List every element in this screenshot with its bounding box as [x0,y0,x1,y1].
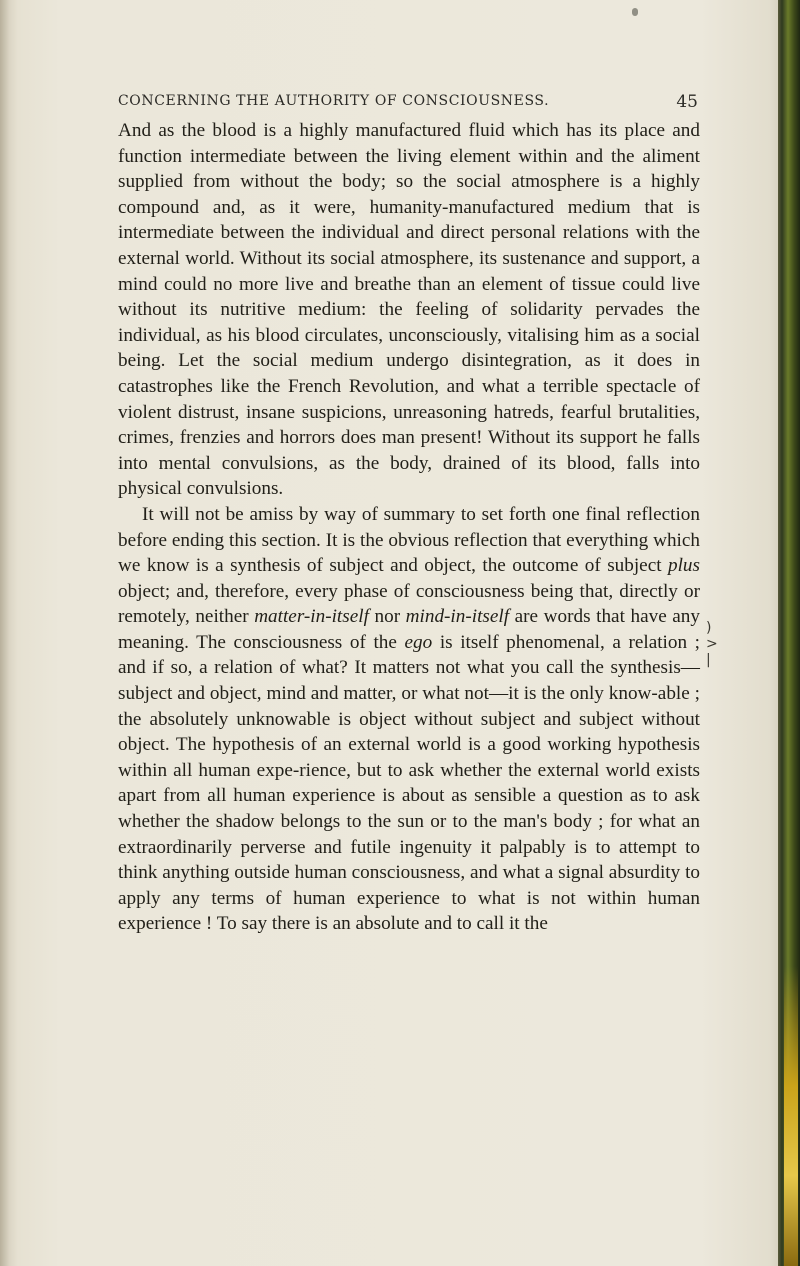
text-segment: And as the blood is a highly manufactured fluid which has its place and function intermediate between the living element within and the aliment supplied from without the body; so the social atmosphere is a highly compound and, as it were, humanity-manufactured medium that is intermediate between the individual and direct personal relations with the external world. Without its social atmosphere, its sustenance and support, a mind could no more live and breathe than an element of tissue could live without its nutritive medium: the feeling of solidarity pervades the individual, as his blood circulates, unconsciously, vitalising him as a social being. Let the social medium undergo disintegration, as it does in catastrophes like the French Revolution, and what a terrible spectacle of violent distrust, insane suspicions, unreasoning hatreds, fearful brutalities, crimes, frenzies and horrors does man present! Without its support he falls into mental convulsions, as the body, drained of its blood, falls into physical convulsions. [118,120,700,500]
text-segment: object; and, therefore, every phase of consciousness being that, directly or remotely, neither [118,580,700,628]
italic-text-segment: plus [668,555,700,577]
body-text [118,118,700,937]
margin-bracket-mark: ) > | [706,620,718,668]
text-segment: is itself phenomenal, a relation ; and if so, a relation of what? It matters not what you call the synthesis—subject and object, mind and matter, or what not—it is the only know-able ; the absolutely unknowable is object without subject and subject without object. The hypothesis of an external world is a good working hypothesis within all human expe-rience, but to ask whether the external world exists apart from all human experience is about as sensible a question as to ask whether the shadow belongs to the sun or to the man's body ; for what an extraordinarily perverse and futile ingenuity it palpably is to attempt to think anything outside human consciousness, and what a signal absurdity to apply any terms of human experience to what is not within human experience ! To say there is an absolute and to call it the [118,631,700,935]
page-number: 45 [676,92,698,112]
page-gutter-shadow [0,0,10,1266]
paragraph [118,118,700,502]
text-segment: nor [368,606,406,628]
ink-speck [632,8,638,16]
text-segment: are words that have any meaning. The consciousness of the [118,606,700,653]
running-head [118,93,698,111]
book-binding-edge [778,0,800,1266]
text-segment: It will not be amiss by way of summary to set forth one final reflection before ending this section. It is the obvious reflection that everything which we know is a synthesis of subject and object, the outcome of subject [118,503,700,577]
gilt-edge [784,966,798,1266]
italic-text-segment: mind-in-itself [405,606,510,628]
paragraph [118,502,700,937]
italic-text-segment: ego [404,631,433,653]
running-head-title: CONCERNING THE AUTHORITY OF CONSCIOUSNESS. [118,93,550,109]
italic-text-segment: matter-in-itself [254,606,369,628]
